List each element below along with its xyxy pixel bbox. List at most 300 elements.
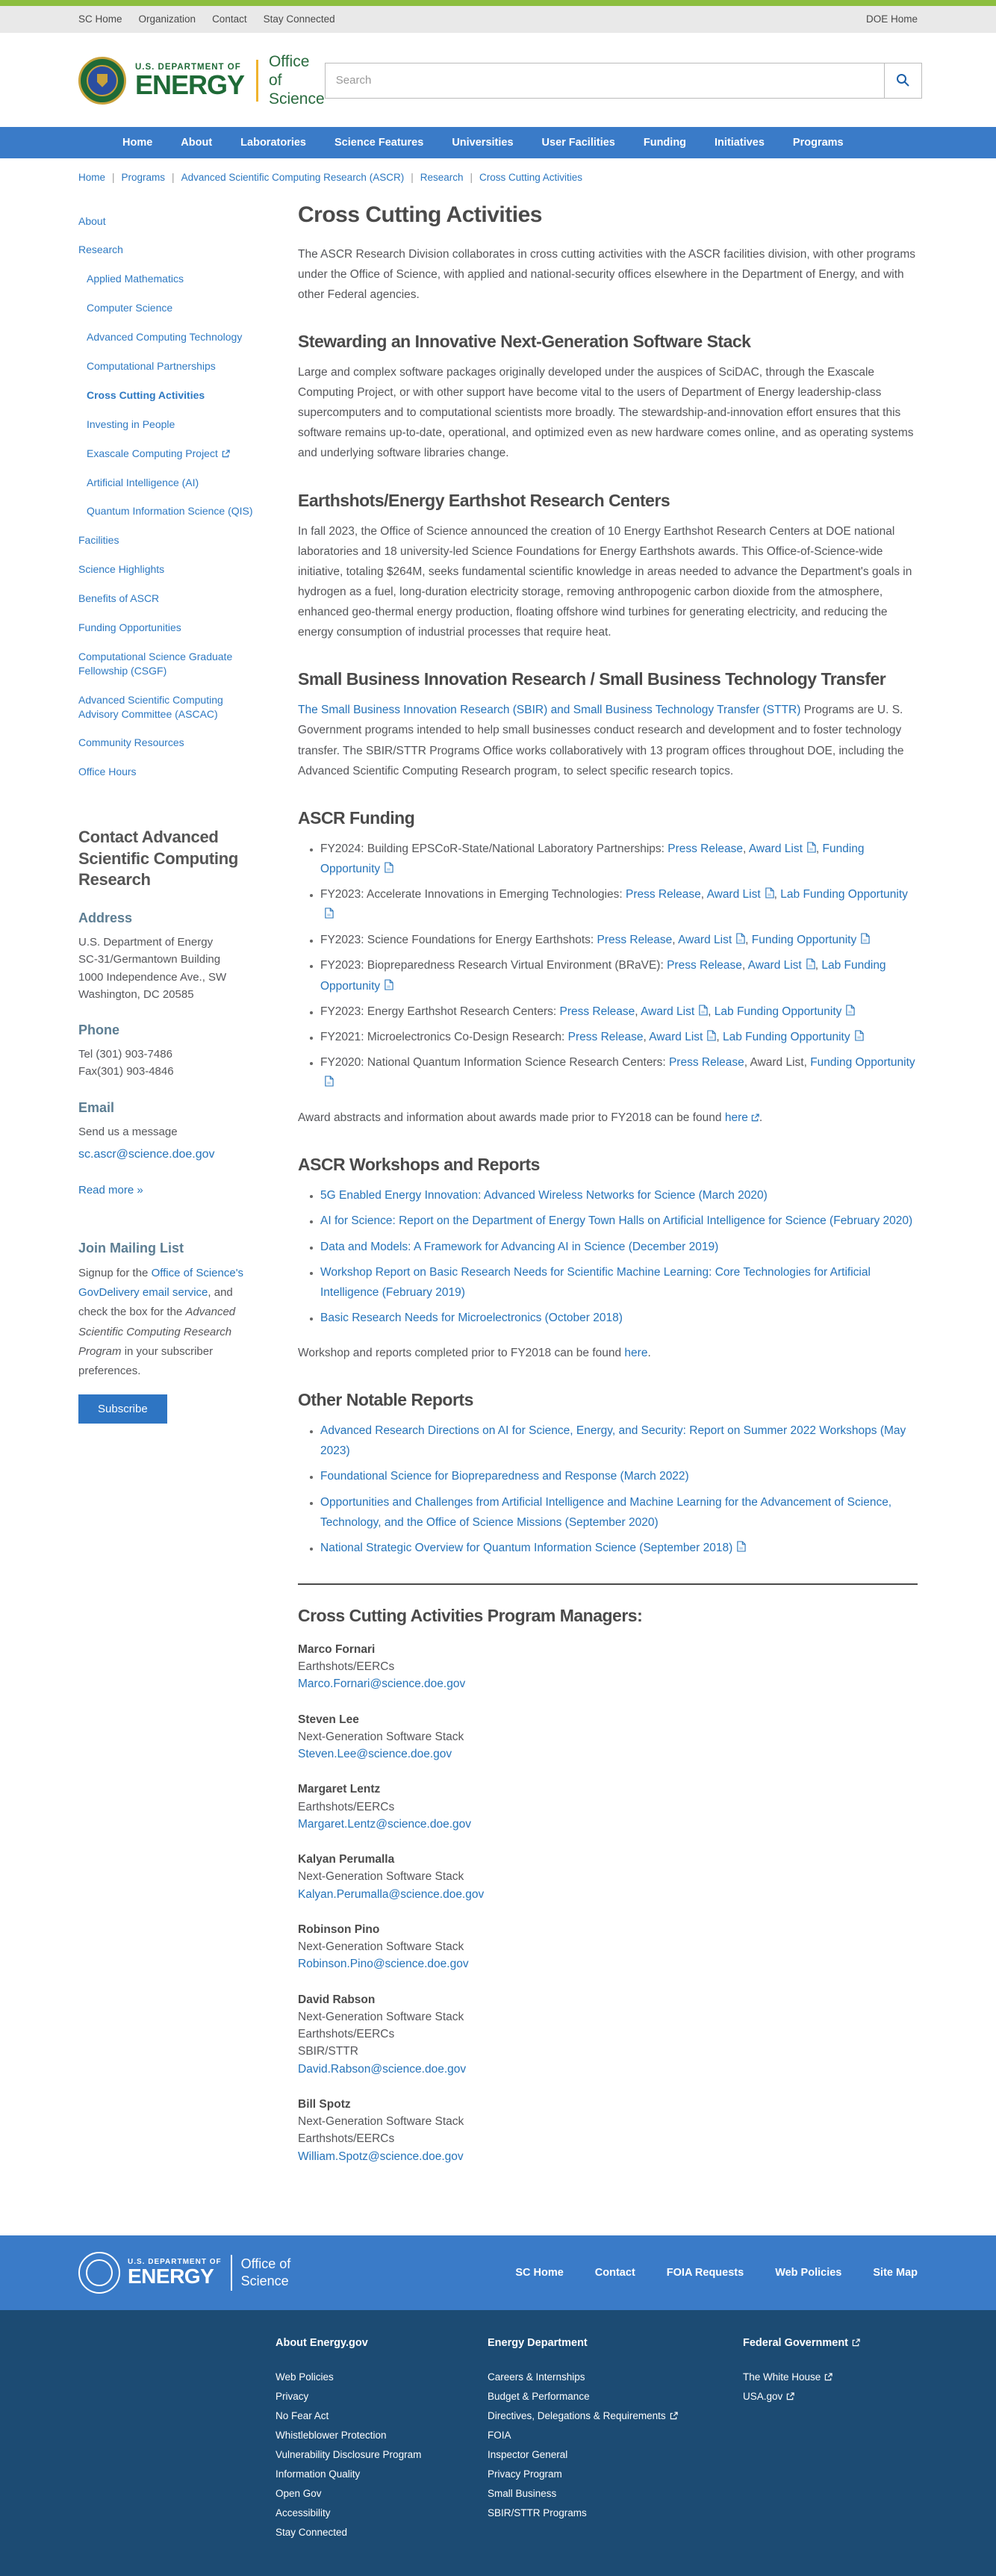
funding-item: [320, 930, 918, 950]
footer-link-label: SBIR/STTR Programs: [488, 2507, 587, 2518]
doe-logo[interactable]: [78, 52, 325, 109]
sidebar-item[interactable]: [78, 243, 264, 257]
workshop-link[interactable]: Basic Research Needs for Microelectronics (October 2018): [320, 1311, 623, 1324]
workshop-link[interactable]: 5G Enabled Energy Innovation: Advanced Wireless Networks for Science (March 2020): [320, 1189, 768, 1202]
main-content: [298, 199, 918, 2183]
sidebar: [78, 199, 264, 2183]
sidebar-item-label: Investing in People: [87, 418, 175, 430]
text-run: , and check the box for the: [78, 1286, 233, 1319]
mailing-text: [78, 1264, 264, 1382]
sidebar-item-label: Artificial Intelligence (AI): [87, 476, 199, 488]
italic-text: Advanced Scientific Computing Research Program: [78, 1306, 236, 1358]
inline-link[interactable]: Office of Science's GovDelivery email service: [78, 1266, 244, 1300]
report-link[interactable]: Opportunities and Challenges from Artificial Intelligence and Machine Learning for the Advancement of Science, Technology, and the Office of Science Missions (September 2020): [320, 1495, 892, 1529]
manager-email-link[interactable]: Marco.Fornari@science.doe.gov: [298, 1677, 466, 1691]
phone-label: Phone: [78, 1022, 120, 1038]
sidebar-item[interactable]: [78, 621, 264, 635]
inline-link[interactable]: Funding Opportunity: [810, 1055, 915, 1069]
search-button[interactable]: [885, 63, 922, 99]
manager-roles: [298, 2113, 918, 2148]
workshops-note: [298, 1343, 918, 1363]
footer-top-link[interactable]: Web Policies: [775, 2266, 842, 2279]
doe-seal-icon: [78, 57, 126, 105]
footer-link-label: Stay Connected: [276, 2526, 348, 2538]
workshop-item: [320, 1308, 918, 1328]
inline-link[interactable]: Funding Opportunity: [320, 842, 865, 875]
footer-top-band: [0, 2235, 996, 2310]
inline-link[interactable]: Award List: [706, 888, 761, 901]
text-line: Washington, DC 20585: [78, 987, 194, 1001]
workshop-item: [320, 1185, 918, 1205]
nav-item[interactable]: Science Features: [334, 136, 424, 149]
email-text: Send us a message: [78, 1125, 178, 1138]
footer-link-label: Privacy: [276, 2390, 309, 2402]
external-link-icon: [786, 2391, 794, 2402]
pdf-icon[interactable]: [324, 1076, 334, 1089]
nav-item[interactable]: Programs: [792, 136, 844, 149]
inline-link[interactable]: Lab Funding Opportunity: [780, 888, 908, 901]
inline-link[interactable]: Press Release: [559, 1005, 635, 1018]
sidebar-item[interactable]: [87, 504, 264, 518]
address-lines: [78, 934, 264, 1003]
sidebar-item-label: Computational Partnerships: [87, 360, 216, 373]
pdf-icon[interactable]: [806, 959, 815, 972]
external-link-icon: [222, 447, 230, 459]
sidebar-item-label: Cross Cutting Activities: [87, 388, 205, 401]
footer-doe-logo[interactable]: U.S. DEPARTMENT OF ENERGY Office of Science: [78, 2252, 290, 2294]
footer-col-about-title: About Energy.gov: [276, 2336, 368, 2349]
footer-col-federal-title: Federal Government: [743, 2337, 918, 2349]
manager-email-link[interactable]: Kalyan.Perumalla@science.doe.gov: [298, 1887, 485, 1901]
manager-roles: [298, 1868, 918, 1885]
manager-email-link[interactable]: David.Rabson@science.doe.gov: [298, 2062, 467, 2076]
earthshots-heading: Earthshots/Energy Earthshot Research Centers: [298, 490, 670, 510]
funding-note: [298, 1108, 918, 1128]
text-line: SBIR/STTR: [298, 2045, 358, 2058]
manager-roles: [298, 1658, 918, 1675]
nav-item[interactable]: About: [181, 136, 213, 149]
footer-link-label: No Fear Act: [276, 2409, 329, 2421]
utility-link[interactable]: Contact: [212, 13, 247, 25]
sidebar-item[interactable]: [78, 693, 264, 721]
program-manager-card: [298, 1991, 918, 2078]
logo-dept-small: U.S. DEPARTMENT OF: [135, 62, 241, 72]
pdf-icon[interactable]: [845, 1005, 855, 1018]
footer-top-link[interactable]: Contact: [594, 2266, 635, 2279]
footer-link-label: The White House: [743, 2371, 821, 2383]
sidebar-item[interactable]: [78, 214, 264, 229]
inline-link[interactable]: Funding Opportunity: [751, 934, 857, 947]
address-label: Address: [78, 910, 133, 926]
doe-home-link[interactable]: DOE Home: [865, 13, 918, 25]
sidebar-item-label: Facilities: [78, 534, 119, 547]
sidebar-item-label: Computer Science: [87, 302, 173, 314]
utility-bar: [0, 6, 996, 33]
utility-links: [78, 13, 352, 26]
manager-name: Bill Spotz: [298, 2097, 351, 2111]
funding-item: [320, 955, 918, 996]
sidebar-item[interactable]: [87, 388, 264, 403]
report-link[interactable]: Foundational Science for Biopreparedness and Response (March 2022): [320, 1470, 689, 1483]
external-link-icon: [670, 2410, 678, 2421]
sidebar-item-label: About: [78, 214, 106, 227]
text-run: ,: [743, 842, 749, 855]
manager-email-link[interactable]: Robinson.Pino@science.doe.gov: [298, 1958, 469, 1971]
pdf-icon[interactable]: [706, 1031, 716, 1043]
manager-name: Kalyan Perumalla: [298, 1853, 395, 1866]
text-line: Next-Generation Software Stack: [298, 2115, 464, 2129]
sidebar-item-label: Research: [78, 243, 123, 256]
funding-heading: ASCR Funding: [298, 807, 415, 828]
text-run: FY2021: Microelectronics Co-Design Research:: [320, 1030, 568, 1043]
text-run: ,: [774, 888, 781, 901]
manager-email-link[interactable]: Steven.Lee@science.doe.gov: [298, 1748, 452, 1761]
funding-item: [320, 1052, 918, 1093]
email-link[interactable]: sc.ascr@science.doe.gov: [78, 1147, 215, 1161]
footer-link-label: Privacy Program: [488, 2468, 562, 2480]
report-item: [320, 1492, 918, 1533]
report-item: [320, 1538, 918, 1558]
sbir-paragraph: [298, 700, 918, 781]
footer-link[interactable]: [276, 2371, 488, 2383]
footer-link[interactable]: [488, 2488, 743, 2499]
phone-lines: [78, 1046, 264, 1081]
sidebar-item-label: Advanced Scientific Computing Advisory Committee (ASCAC): [78, 693, 223, 720]
breadcrumb-link[interactable]: Programs: [121, 171, 166, 183]
breadcrumb-link[interactable]: Research: [420, 171, 464, 183]
footer-link[interactable]: [488, 2468, 743, 2480]
text-run: FY2023: Biopreparedness Research Virtual Environment (BRaVE):: [320, 959, 667, 972]
text-run: .: [759, 1111, 763, 1125]
footer-link[interactable]: [488, 2507, 743, 2518]
manager-email-link[interactable]: Margaret.Lentz@science.doe.gov: [298, 1817, 472, 1831]
search-icon: [895, 72, 910, 89]
footer-link[interactable]: [488, 2449, 743, 2460]
footer-link-label: Inspector General: [488, 2448, 568, 2460]
reports-heading: Other Notable Reports: [298, 1390, 473, 1410]
text-line: Earthshots/EERCs: [298, 2132, 395, 2146]
text-run: ,: [741, 959, 748, 972]
program-manager-card: [298, 1641, 918, 1693]
email-label: Email: [78, 1099, 115, 1115]
footer-link-label: Whistleblower Protection: [276, 2429, 387, 2441]
footer-link-label: Directives, Delegations & Requirements: [488, 2409, 666, 2421]
pdf-icon[interactable]: [806, 842, 816, 855]
footer-link[interactable]: [743, 2371, 918, 2383]
inline-link[interactable]: Award List: [748, 842, 803, 855]
manager-name: Margaret Lentz: [298, 1783, 381, 1796]
sidebar-item-label: Science Highlights: [78, 563, 165, 576]
footer-link[interactable]: [488, 2371, 743, 2383]
sidebar-item-label: Computational Science Graduate Fellowship (CSGF): [78, 650, 233, 677]
logo-divider: [256, 60, 258, 102]
report-link[interactable]: National Strategic Overview for Quantum Information Science (September 2018): [320, 1541, 733, 1554]
page-title: Cross Cutting Activities: [298, 202, 542, 227]
text-line: Earthshots/EERCs: [298, 2028, 395, 2041]
inline-link[interactable]: Press Release: [667, 959, 742, 972]
footer-link-label: Small Business: [488, 2487, 557, 2499]
inline-link[interactable]: Lab Funding Opportunity: [320, 959, 886, 993]
text-run: FY2023: Accelerate Innovations in Emerging Technologies:: [320, 888, 626, 901]
mailing-list-block: [78, 1241, 264, 1424]
top-green-strip: [0, 0, 996, 6]
pdf-icon[interactable]: [698, 1005, 708, 1018]
text-line: Next-Generation Software Stack: [298, 1730, 464, 1743]
breadcrumb-link[interactable]: Advanced Scientific Computing Research (ASCR): [181, 171, 405, 183]
pdf-icon[interactable]: [736, 1542, 746, 1554]
stewarding-paragraph: Large and complex software packages originally developed under the auspices of SciDAC, through the Exascale Computing Project, or with other support have become vital to the users of Department of Energy leadership-class supercomputers and to computational scientists more broadly. The stewardship-and-innovation effort ensures that this software remains up-to-date, operational, and optimized even as new hardware comes online, and as operating systems and underlying software libraries change.: [298, 365, 914, 460]
footer-link-label: Vulnerability Disclosure Program: [276, 2448, 422, 2460]
utility-link[interactable]: Organization: [138, 13, 196, 25]
text-run: FY2023: Science Foundations for Energy Earthshots:: [320, 934, 597, 947]
inline-link[interactable]: Press Release: [567, 1030, 644, 1043]
inline-link[interactable]: Press Release: [667, 842, 744, 855]
footer-link[interactable]: [276, 2507, 488, 2518]
manager-email-link[interactable]: William.Spotz@science.doe.gov: [298, 2150, 464, 2163]
footer-link-label: FOIA: [488, 2429, 511, 2441]
footer-bottom-band: [0, 2310, 996, 2576]
footer-link-label: USA.gov: [743, 2390, 783, 2402]
breadcrumb-link[interactable]: Cross Cutting Activities: [479, 171, 583, 183]
nav-item[interactable]: User Facilities: [541, 136, 615, 149]
breadcrumb-link[interactable]: Home: [78, 171, 106, 183]
text-run: FY2024: Building EPSCoR-State/National Laboratory Partnerships:: [320, 842, 668, 855]
office-of-science-label: Office of Science: [268, 53, 325, 108]
program-manager-card: [298, 1711, 918, 1763]
nav-item[interactable]: Universities: [452, 136, 514, 149]
workshops-heading: ASCR Workshops and Reports: [298, 1155, 540, 1175]
text-run: Award abstracts and information about awards made prior to FY2018 can be found: [298, 1111, 725, 1125]
pdf-icon[interactable]: [860, 934, 870, 946]
contact-heading: Contact Advanced Scientific Computing Research: [78, 828, 239, 890]
external-link-icon: [824, 2371, 832, 2383]
text-line: Fax(301) 903-4846: [78, 1065, 174, 1078]
sidebar-item[interactable]: [78, 765, 264, 779]
nav-item[interactable]: Laboratories: [240, 136, 307, 149]
inline-link[interactable]: The Small Business Innovation Research (SBIR) and Small Business Technology Transfer (STTR): [298, 704, 801, 717]
manager-name: David Rabson: [298, 1993, 376, 2006]
footer-link-label: Careers & Internships: [488, 2371, 585, 2383]
inline-link[interactable]: Lab Funding Opportunity: [722, 1030, 850, 1043]
manager-name: Robinson Pino: [298, 1922, 380, 1936]
text-run: in your subscriber preferences.: [78, 1344, 214, 1378]
footer-doe-seal-icon: [78, 2252, 120, 2294]
text-run: ,: [708, 1005, 715, 1018]
footer-top-link[interactable]: Site Map: [873, 2266, 918, 2279]
inline-link[interactable]: Lab Funding Opportunity: [714, 1005, 842, 1018]
workshop-item: [320, 1237, 918, 1257]
text-run: ,: [643, 1030, 650, 1043]
subscribe-button[interactable]: Subscribe: [78, 1394, 167, 1424]
pdf-icon[interactable]: [324, 908, 334, 921]
sidebar-item[interactable]: [78, 533, 264, 547]
text-run: ,: [700, 888, 707, 901]
sidebar-item-label: Applied Mathematics: [87, 273, 184, 285]
workshop-link[interactable]: Data and Models: A Framework for Advancing AI in Science (December 2019): [320, 1240, 719, 1253]
text-run: ,: [672, 934, 679, 947]
pdf-icon[interactable]: [384, 980, 393, 993]
footer-link-label: Open Gov: [276, 2487, 322, 2499]
nav-item[interactable]: Funding: [643, 136, 687, 149]
program-manager-card: [298, 2096, 918, 2165]
text-run: Workshop and reports completed prior to FY2018 can be found: [298, 1347, 625, 1360]
sidebar-item[interactable]: [78, 650, 264, 678]
mailing-heading: Join Mailing List: [78, 1240, 184, 1256]
workshops-list: [298, 1185, 918, 1328]
sidebar-item[interactable]: [78, 562, 264, 577]
inline-link[interactable]: here: [724, 1111, 748, 1125]
program-manager-card: [298, 1921, 918, 1973]
text-line: Earthshots/EERCs: [298, 1800, 395, 1813]
inline-link[interactable]: Award List: [678, 934, 732, 947]
footer-link-label: Accessibility: [276, 2507, 331, 2518]
text-line: SC-31/Germantown Building: [78, 953, 221, 966]
text-line: Tel (301) 903-7486: [78, 1048, 172, 1061]
text-run: ,: [635, 1005, 641, 1018]
manager-roles: [298, 1938, 918, 1955]
inline-link[interactable]: Award List: [641, 1005, 695, 1018]
nav-item[interactable]: Home: [122, 136, 153, 149]
sidebar-item[interactable]: [78, 736, 264, 750]
footer-link[interactable]: [743, 2391, 918, 2402]
manager-name: Marco Fornari: [298, 1642, 376, 1656]
workshop-item: [320, 1262, 918, 1303]
footer-top-links: [484, 2266, 918, 2279]
text-run: ,: [716, 1030, 723, 1043]
footer-office-of-science-label: Office of Science: [240, 2256, 291, 2288]
funding-item: [320, 839, 918, 879]
text-line: Next-Generation Software Stack: [298, 1870, 464, 1884]
text-run: ,: [815, 842, 823, 855]
read-more-link[interactable]: Read more »: [78, 1183, 143, 1197]
footer-link[interactable]: [276, 2468, 488, 2480]
intro-paragraph: The ASCR Research Division collaborates in cross cutting activities with the ASCR facilities division, with other programs under the Office of Science, with applied and national-security offices elsewhere in the Department of Energy, and with other Federal agencies.: [298, 247, 916, 301]
footer-link[interactable]: [276, 2391, 488, 2402]
inline-link[interactable]: Award List: [649, 1030, 703, 1043]
sidebar-nav: [78, 214, 264, 780]
workshop-link[interactable]: AI for Science: Report on the Department of Energy Town Halls on Artificial Intelligence for Science (February 2020): [320, 1214, 913, 1228]
sidebar-item[interactable]: [78, 592, 264, 606]
manager-name: Steven Lee: [298, 1713, 359, 1726]
sidebar-item-label: Exascale Computing Project: [87, 447, 218, 459]
sidebar-item[interactable]: [87, 330, 264, 344]
program-manager-card: [298, 1781, 918, 1833]
text-line: Earthshots/EERCs: [298, 1660, 395, 1674]
text-run: , Award List,: [744, 1055, 811, 1069]
text-line: Next-Generation Software Stack: [298, 1940, 464, 1954]
workshop-link[interactable]: Workshop Report on Basic Research Needs for Scientific Machine Learning: Core Technologies for Artificial Intelligence (February 2019): [320, 1265, 871, 1299]
sidebar-item-label: Advanced Computing Technology: [87, 331, 243, 344]
utility-link[interactable]: Stay Connected: [263, 13, 335, 25]
footer-link[interactable]: [276, 2430, 488, 2441]
text-line: U.S. Department of Energy: [78, 936, 214, 949]
sidebar-item[interactable]: [87, 359, 264, 373]
main-nav: [0, 127, 996, 158]
managers-heading: Cross Cutting Activities Program Managers:: [298, 1605, 643, 1625]
sidebar-item-label: Benefits of ASCR: [78, 592, 160, 605]
footer-link-label: Information Quality: [276, 2468, 361, 2480]
site-header: [0, 33, 996, 127]
inline-link[interactable]: Press Release: [626, 888, 701, 901]
text-run: ,: [815, 959, 822, 972]
text-run: ,: [745, 934, 752, 947]
logo-dept-big: ENERGY: [135, 69, 245, 100]
pdf-icon[interactable]: [384, 863, 393, 875]
funding-item: [320, 1027, 918, 1047]
sbir-heading: Small Business Innovation Research / Small Business Technology Transfer: [298, 669, 886, 689]
contact-block: [78, 827, 264, 1197]
funding-item: [320, 884, 918, 925]
breadcrumb: [72, 158, 924, 187]
managers-list: [298, 1641, 918, 2165]
sidebar-item-label: Community Resources: [78, 736, 184, 749]
nav-item[interactable]: Initiatives: [715, 136, 765, 149]
earthshots-paragraph: In fall 2023, the Office of Science announced the creation of 10 Energy Earthshot Research Centers at DOE national laboratories and 18 university-led Science Foundations for Energy Earthshots awards. This Office-of-Science-wide initiative, totaling $264M, seeks fundamental scientific knowledge in areas needed to advance the Department's goals in hydrogen as a fuel, long-duration electricity storage, removing anthropogenic carbon dioxide from the atmosphere, enhanced geo-thermal energy production, floating offshore wind turbines for generating electricity, and reducing the energy consumption of industrial processes that require heat.: [298, 524, 912, 639]
text-line: 1000 Independence Ave., SW: [78, 970, 227, 984]
report-item: [320, 1421, 918, 1461]
footer-top-link[interactable]: SC Home: [515, 2266, 564, 2279]
funding-list: [298, 839, 918, 1093]
text-line: Next-Generation Software Stack: [298, 2010, 464, 2023]
workshop-item: [320, 1211, 918, 1231]
external-link-icon: [751, 1111, 759, 1124]
utility-link[interactable]: SC Home: [78, 13, 122, 25]
inline-link[interactable]: Press Release: [597, 934, 673, 947]
footer-link[interactable]: [276, 2410, 488, 2421]
external-link-icon: [852, 2337, 860, 2349]
footer-logo-divider: [231, 2255, 232, 2291]
report-item: [320, 1466, 918, 1486]
footer-link[interactable]: [276, 2449, 488, 2460]
sidebar-item-label: Funding Opportunities: [78, 621, 181, 634]
manager-roles: [298, 2008, 918, 2061]
inline-link[interactable]: here: [624, 1347, 648, 1360]
manager-roles: [298, 1728, 918, 1745]
footer-link[interactable]: [488, 2410, 743, 2421]
inline-link[interactable]: Award List: [747, 959, 802, 972]
text-run: .: [647, 1347, 651, 1360]
sidebar-item[interactable]: [87, 447, 264, 461]
pdf-icon[interactable]: [854, 1031, 864, 1043]
text-run: Programs are U. S. Government programs intended to help small businesses conduct research and development and to foster technology transfer. The SBIR/STTR Programs Office works collaboratively with 13 program offices throughout DOE, including the Advanced Scientific Computing Research program, to select specific research topics.: [298, 704, 904, 778]
search-input[interactable]: [325, 63, 885, 99]
sidebar-item[interactable]: [87, 418, 264, 432]
pdf-icon[interactable]: [765, 888, 774, 901]
footer-col-energy-title: Energy Department: [488, 2336, 588, 2349]
footer-link[interactable]: [488, 2391, 743, 2402]
section-divider: [298, 1583, 918, 1585]
sidebar-item[interactable]: [87, 476, 264, 490]
sidebar-item[interactable]: [87, 272, 264, 286]
sidebar-item-label: Office Hours: [78, 766, 137, 778]
reports-list: [298, 1421, 918, 1558]
inline-link[interactable]: Press Release: [668, 1055, 744, 1069]
footer-link-label: Budget & Performance: [488, 2390, 590, 2402]
report-link[interactable]: Advanced Research Directions on AI for Science, Energy, and Security: Report on Summer 2022 Workshops (May 2023): [320, 1424, 906, 1458]
footer-link-label: Web Policies: [276, 2371, 334, 2383]
footer-link[interactable]: [276, 2488, 488, 2499]
text-run: FY2023: Energy Earthshot Research Centers:: [320, 1005, 560, 1018]
footer-link[interactable]: [276, 2527, 488, 2538]
sidebar-item[interactable]: [87, 301, 264, 315]
footer-top-link[interactable]: FOIA Requests: [666, 2266, 744, 2279]
stewarding-heading: Stewarding an Innovative Next-Generation Software Stack: [298, 331, 751, 351]
footer-link[interactable]: [488, 2430, 743, 2441]
sidebar-item-label: Quantum Information Science (QIS): [87, 505, 253, 518]
pdf-icon[interactable]: [735, 934, 745, 946]
text-run: Signup for the: [78, 1266, 152, 1279]
program-manager-card: [298, 1851, 918, 1903]
